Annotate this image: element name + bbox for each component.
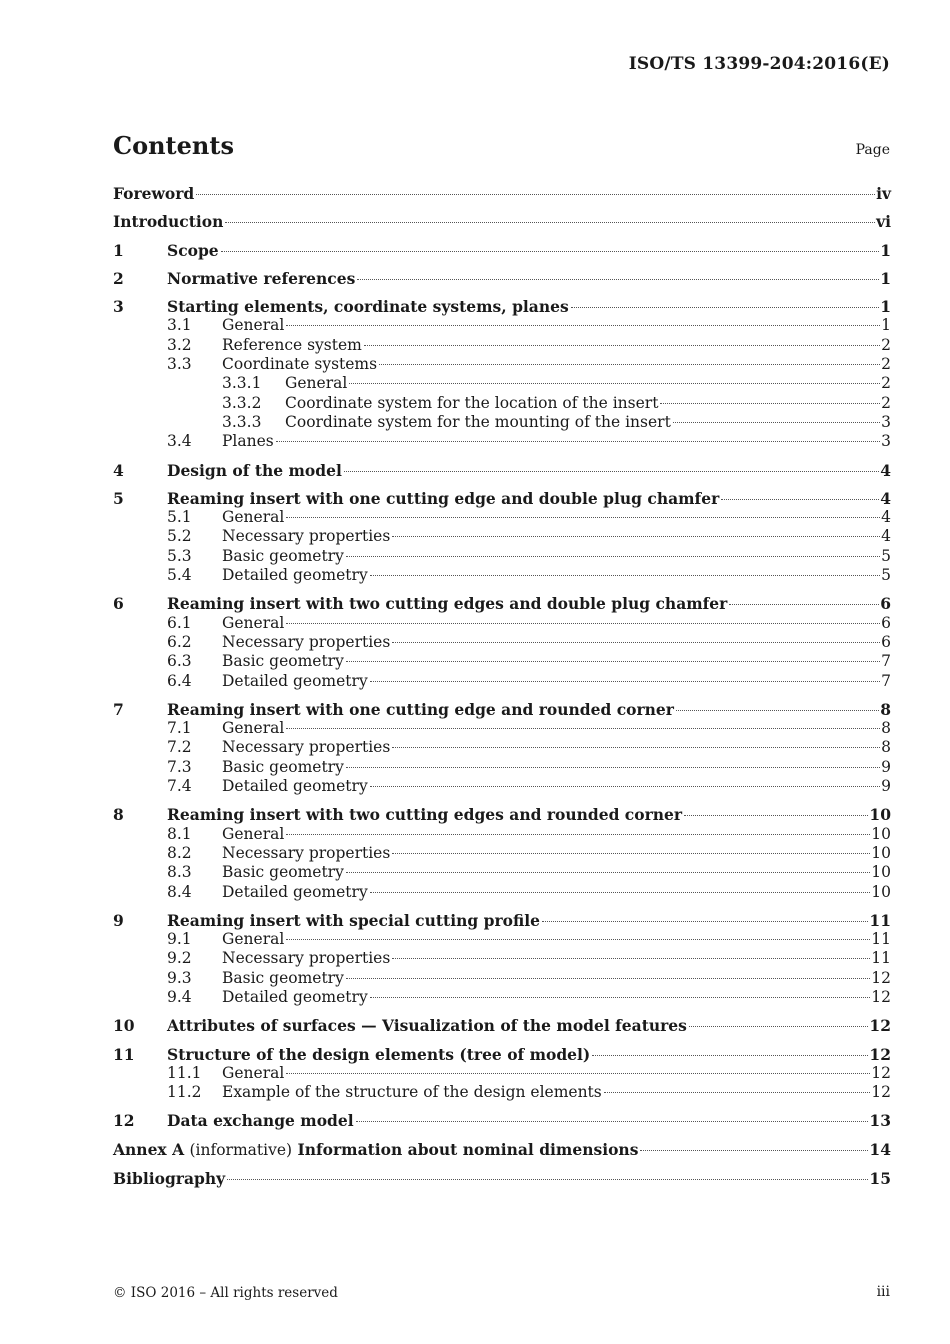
toc-entry-number: 8.3 [167,863,192,882]
toc-entry-page: 12 [869,1016,891,1036]
toc-entry-title: Detailed geometry [222,882,368,901]
dot-leader [379,364,880,365]
dot-leader [286,939,870,940]
dot-leader [660,403,880,404]
toc-entry-title: Reaming insert with two cutting edges and double plug chamfer [167,594,728,614]
toc-entry[interactable] [113,1064,891,1083]
dot-leader [370,786,880,787]
toc-entry-page: 6 [881,632,891,651]
dot-leader [592,1055,868,1056]
toc-entry[interactable] [113,844,891,863]
toc-entry[interactable] [113,805,891,824]
toc-entry[interactable] [113,911,891,930]
toc-entry-page: 14 [869,1139,891,1159]
toc-entry-number: 5.2 [167,527,192,546]
toc-entry[interactable] [113,316,891,335]
toc-entry[interactable] [113,1016,891,1035]
dot-leader [392,642,880,643]
toc-entry-number: 3.2 [167,335,192,354]
toc-entry[interactable] [113,547,891,566]
toc-entry[interactable] [113,1045,891,1064]
dot-leader [721,499,879,500]
toc-entry-title: General [222,1063,285,1082]
toc-entry[interactable] [113,394,891,413]
toc-entry[interactable] [113,700,891,719]
page-number: iii [876,1284,890,1300]
dot-leader [370,997,871,998]
dot-leader [286,325,880,326]
dot-leader [346,872,870,873]
toc-entry-number: 8 [113,805,124,825]
toc-entry-number: 7.4 [167,777,192,796]
toc-entry-page: 10 [871,843,891,862]
dot-leader [346,978,870,979]
toc-entry-title: Necessary properties [222,632,391,651]
toc-entry[interactable] [113,930,891,949]
toc-entry-title: Foreword [113,184,195,203]
toc-entry-title: Bibliography [113,1169,226,1189]
toc-entry-title: Planes [222,432,274,451]
toc-entry-page: 12 [871,987,891,1006]
toc-entry-title: Attributes of surfaces — Visualization of the model features [167,1016,687,1036]
toc-entry[interactable] [113,508,891,527]
toc-entry-page: 3 [881,412,891,431]
toc-entry-page: 13 [869,1111,891,1131]
toc-entry-number: 8.1 [167,824,192,843]
toc-entry-title: General [222,824,285,843]
toc-entry-page: 10 [871,863,891,882]
toc-entry-title: General [222,719,285,738]
toc-entry-page: 12 [871,1063,891,1082]
toc-entry[interactable] [113,297,891,316]
toc-entry-title: General [222,930,285,949]
toc-entry-number: 11 [113,1044,135,1064]
dot-leader [357,279,879,280]
toc-entry-page: 11 [871,949,891,968]
toc-entry[interactable] [113,527,891,546]
toc-entry[interactable] [113,863,891,882]
toc-entry-title: Normative references [167,268,356,288]
toc-entry-title: Introduction [113,212,224,232]
toc-entry-number: 3.3.1 [222,374,262,393]
toc-entry[interactable] [113,1169,891,1188]
toc-entry-page: 8 [880,699,891,719]
toc-entry-number: 9 [113,910,124,930]
toc-entry[interactable] [113,489,891,508]
toc-entry[interactable] [113,633,891,652]
toc-entry[interactable] [113,825,891,844]
toc-entry[interactable] [113,184,891,203]
toc-entry-page: 1 [880,268,891,288]
dot-leader [346,661,880,662]
toc-entry-page: 8 [881,719,891,738]
toc-entry-title: Necessary properties [222,527,391,546]
toc-entry-page: 5 [881,546,891,565]
toc-entry-title: Basic geometry [222,546,344,565]
toc-entry-page: vi [876,212,891,232]
dot-leader [640,1150,868,1151]
toc-entry-number: 9.2 [167,949,192,968]
table-of-contents [113,184,891,1188]
toc-entry-title: Detailed geometry [222,987,368,1006]
dot-leader [196,194,875,195]
toc-entry-number: 7 [113,699,124,719]
toc-entry-page: 5 [881,566,891,585]
toc-entry-number: 7.1 [167,719,192,738]
toc-entry-page: 10 [869,805,891,825]
toc-entry-number: 10 [113,1016,135,1036]
dot-leader [676,710,879,711]
toc-entry-title: General [285,374,348,393]
document-id: ISO/TS 13399-204:2016(E) [628,54,890,74]
toc-entry-title: Basic geometry [222,652,344,671]
toc-entry[interactable] [113,988,891,1007]
copyright-notice: © ISO 2016 – All rights reserved [113,1285,338,1301]
toc-entry-number: 3.1 [167,316,192,335]
toc-entry[interactable] [113,355,891,374]
toc-entry-title: General [222,613,285,632]
toc-entry-page: 10 [871,824,891,843]
toc-entry-number: 7.2 [167,738,192,757]
toc-entry-number: 11.2 [167,1083,202,1102]
toc-entry-title: Scope [167,240,219,260]
toc-entry[interactable] [113,652,891,671]
dot-leader [684,815,868,816]
toc-entry-page: 10 [871,882,891,901]
dot-leader [356,1121,869,1122]
toc-entry-number: 12 [113,1111,135,1131]
dot-leader [349,383,880,384]
toc-entry-page: 7 [881,671,891,690]
toc-entry[interactable] [113,594,891,613]
dot-leader [392,853,870,854]
toc-entry-number: 3 [113,297,124,317]
dot-leader [227,1179,868,1180]
toc-entry-title: Reaming insert with two cutting edges and rounded corner [167,805,683,825]
toc-entry-number: 5.4 [167,566,192,585]
annex-label: Annex A [113,1139,185,1159]
toc-entry-page: 4 [880,488,891,508]
toc-entry-page: 4 [881,508,891,527]
toc-entry-page: 12 [869,1044,891,1064]
dot-leader [689,1026,869,1027]
toc-entry-page: 11 [869,910,891,930]
toc-entry[interactable] [113,949,891,968]
toc-entry-page: 3 [881,432,891,451]
page-title: Contents [113,131,234,160]
dot-leader [392,536,880,537]
toc-entry-page: 2 [881,355,891,374]
toc-entry[interactable] [113,374,891,393]
toc-entry-page: 8 [881,738,891,757]
dot-leader [286,1073,870,1074]
toc-entry-page: 15 [869,1169,891,1189]
dot-leader [370,892,871,893]
toc-entry[interactable] [113,672,891,691]
toc-entry-number: 9.4 [167,987,192,1006]
toc-entry-page: 1 [880,297,891,317]
dot-leader [286,834,870,835]
toc-entry[interactable] [113,758,891,777]
toc-entry[interactable] [113,969,891,988]
toc-entry-page: 2 [881,335,891,354]
toc-entry-page: 7 [881,652,891,671]
toc-entry-page: 12 [871,968,891,987]
toc-entry[interactable] [113,883,891,902]
toc-entry-page: 9 [881,777,891,796]
toc-entry[interactable] [113,614,891,633]
annex-title: Information about nominal dimensions [297,1139,639,1159]
dot-leader [344,471,879,472]
dot-leader [392,747,880,748]
dot-leader [392,958,870,959]
toc-entry-title: Detailed geometry [222,777,368,796]
toc-entry-title: Reaming insert with one cutting edge and double plug chamfer [167,488,720,508]
toc-entry-number: 6.3 [167,652,192,671]
toc-entry[interactable] [113,566,891,585]
toc-entry-number: 3.4 [167,432,192,451]
toc-entry-number: 3.3 [167,355,192,374]
toc-entry-number: 2 [113,268,124,288]
toc-entry[interactable] [113,719,891,738]
toc-entry-title: General [222,508,285,527]
toc-entry-page: 1 [880,240,891,260]
toc-entry-title [113,1140,638,1160]
dot-leader [370,681,880,682]
toc-entry-title: Example of the structure of the design elements [222,1083,602,1102]
toc-entry-title: Reaming insert with one cutting edge and rounded corner [167,699,674,719]
toc-entry-page: 11 [871,930,891,949]
dot-leader [542,921,868,922]
annex-type: (informative) [189,1140,293,1159]
toc-entry[interactable] [113,1111,891,1130]
toc-entry-title: Structure of the design elements (tree of model) [167,1044,591,1064]
toc-entry-number: 11.1 [167,1063,202,1082]
toc-entry-title: Reaming insert with special cutting profile [167,910,540,930]
toc-entry[interactable] [113,212,891,231]
toc-entry-title: Coordinate systems [222,355,378,374]
toc-entry-title: Coordinate system for the mounting of the insert [285,412,671,431]
toc-entry-number: 4 [113,460,124,480]
toc-entry-number: 6.2 [167,632,192,651]
toc-entry-page: 2 [881,393,891,412]
dot-leader [346,767,880,768]
toc-entry-number: 3.3.3 [222,412,262,431]
toc-entry-number: 7.3 [167,757,192,776]
dot-leader [604,1092,871,1093]
toc-entry[interactable] [113,269,891,288]
toc-entry[interactable] [113,1083,891,1102]
toc-entry-number: 6.4 [167,671,192,690]
toc-entry-title: Detailed geometry [222,566,368,585]
toc-entry[interactable] [113,336,891,355]
toc-entry-title: Basic geometry [222,757,344,776]
toc-entry[interactable] [113,777,891,796]
dot-leader [276,441,880,442]
toc-entry-number: 1 [113,240,124,260]
toc-entry-page: iv [876,184,891,203]
toc-entry[interactable] [113,413,891,432]
toc-entry-page: 9 [881,757,891,776]
toc-entry-number: 9.3 [167,968,192,987]
dot-leader [286,728,880,729]
dot-leader [673,422,880,423]
toc-entry-title: Necessary properties [222,949,391,968]
toc-entry-page: 6 [880,594,891,614]
dot-leader [286,623,880,624]
toc-entry-page: 12 [871,1083,891,1102]
toc-entry-page: 4 [881,527,891,546]
dot-leader [346,556,880,557]
dot-leader [286,517,880,518]
toc-entry-number: 8.2 [167,843,192,862]
toc-entry-number: 5.3 [167,546,192,565]
toc-entry-title: General [222,316,285,335]
toc-entry-title: Detailed geometry [222,671,368,690]
toc-entry[interactable] [113,241,891,260]
dot-leader [729,604,879,605]
toc-entry-number: 3.3.2 [222,393,262,412]
dot-leader [571,307,880,308]
toc-entry-title: Design of the model [167,460,342,480]
dot-leader [364,345,880,346]
toc-entry-title: Basic geometry [222,863,344,882]
toc-entry-page: 4 [880,460,891,480]
toc-entry-title: Necessary properties [222,738,391,757]
toc-entry[interactable] [113,432,891,451]
toc-entry-number: 8.4 [167,882,192,901]
toc-entry-page: 2 [881,374,891,393]
toc-entry-page: 1 [881,316,891,335]
dot-leader [225,222,875,223]
dot-leader [221,251,880,252]
toc-entry-title: Basic geometry [222,968,344,987]
toc-entry[interactable] [113,738,891,757]
toc-entry-number: 5.1 [167,508,192,527]
dot-leader [370,575,880,576]
toc-entry[interactable] [113,1140,891,1160]
toc-entry-title: Reference system [222,335,362,354]
toc-entry-number: 6 [113,594,124,614]
toc-entry-title: Coordinate system for the location of the insert [285,393,659,412]
toc-entry-number: 9.1 [167,930,192,949]
toc-entry-title: Starting elements, coordinate systems, planes [167,297,569,317]
toc-entry-page: 6 [881,613,891,632]
toc-entry-number: 6.1 [167,613,192,632]
toc-entry[interactable] [113,461,891,480]
page-column-label: Page [855,142,890,158]
toc-entry-title: Necessary properties [222,843,391,862]
toc-entry-number: 5 [113,488,124,508]
toc-entry-title: Data exchange model [167,1111,354,1131]
